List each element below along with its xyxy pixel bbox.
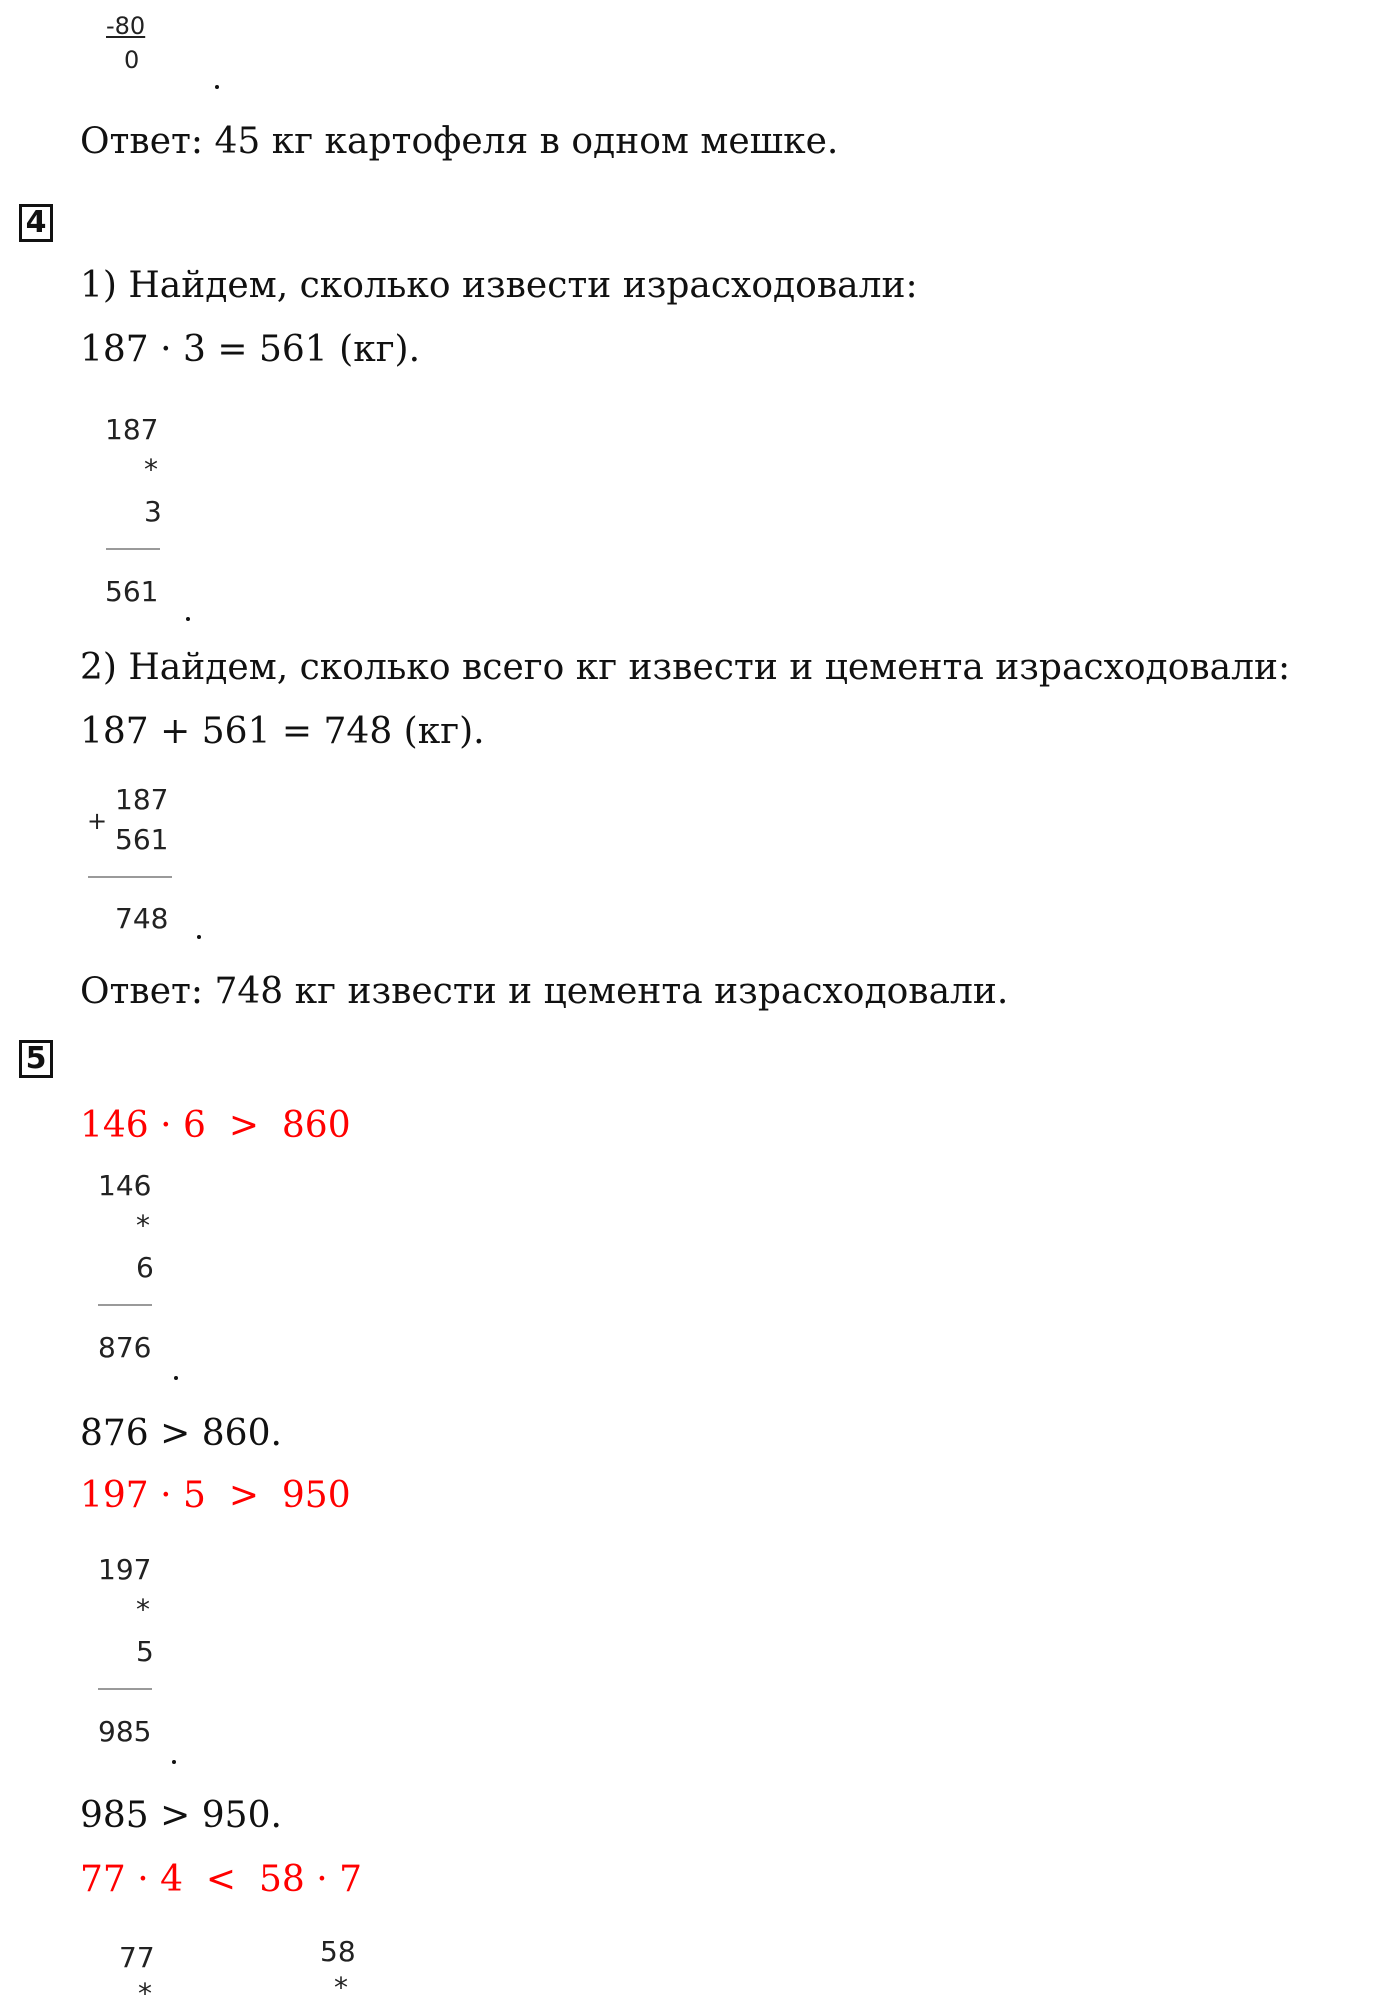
division-subtrahend: -80 [106, 12, 146, 40]
mult-operator: * [334, 1971, 348, 2004]
column-rule [106, 548, 160, 550]
add-top-operand: 187 [115, 783, 169, 816]
period-dot [172, 1760, 176, 1764]
period-dot [215, 85, 219, 89]
comparison-3: 77 · 4 < 58 · 7 [80, 1859, 363, 1900]
comparison-1: 146 · 6 > 860 [80, 1105, 351, 1146]
mult-operator: * [144, 453, 158, 486]
result-1: 876 > 860. [80, 1413, 282, 1454]
mult-result: 561 [105, 575, 159, 608]
mult-top-operand: 187 [105, 413, 159, 446]
answer-task-4: Ответ: 748 кг извести и цемента израсходовали. [80, 971, 1009, 1012]
period-dot [174, 1376, 178, 1380]
mult-bottom-operand: 5 [136, 1635, 154, 1668]
mult-operator: * [136, 1593, 150, 1626]
mult-top-operand: 77 [119, 1941, 155, 1974]
task-number-badge: 5 [19, 1040, 53, 1078]
period-dot [197, 935, 201, 939]
add-operator: + [87, 807, 108, 835]
comparison-2: 197 · 5 > 950 [80, 1475, 351, 1516]
answer-task-3: Ответ: 45 кг картофеля в одном мешке. [80, 121, 839, 162]
add-result: 748 [115, 902, 169, 935]
mult-bottom-operand: 6 [136, 1251, 154, 1284]
mult-top-operand: 146 [98, 1169, 152, 1202]
mult-top-operand: 58 [320, 1935, 356, 1968]
column-rule [88, 876, 172, 878]
period-dot [186, 617, 190, 621]
mult-result: 876 [98, 1331, 152, 1364]
result-2: 985 > 950. [80, 1795, 282, 1836]
column-rule [98, 1304, 152, 1306]
add-bottom-operand: 561 [115, 823, 169, 856]
task4-equation-1: 187 · 3 = 561 (кг). [80, 329, 421, 370]
mult-result: 985 [98, 1715, 152, 1748]
mult-bottom-operand: 3 [144, 495, 162, 528]
task4-equation-2: 187 + 561 = 748 (кг). [80, 711, 485, 752]
mult-operator: * [136, 1209, 150, 1242]
mult-top-operand: 197 [98, 1553, 152, 1586]
task4-step1: 1) Найдем, сколько извести израсходовали: [80, 265, 918, 306]
division-remainder: 0 [124, 46, 140, 74]
column-rule [98, 1688, 152, 1690]
task-number-badge: 4 [19, 204, 53, 242]
task4-step2: 2) Найдем, сколько всего кг извести и цемента израсходовали: [80, 647, 1291, 688]
mult-operator: * [138, 1977, 152, 2010]
